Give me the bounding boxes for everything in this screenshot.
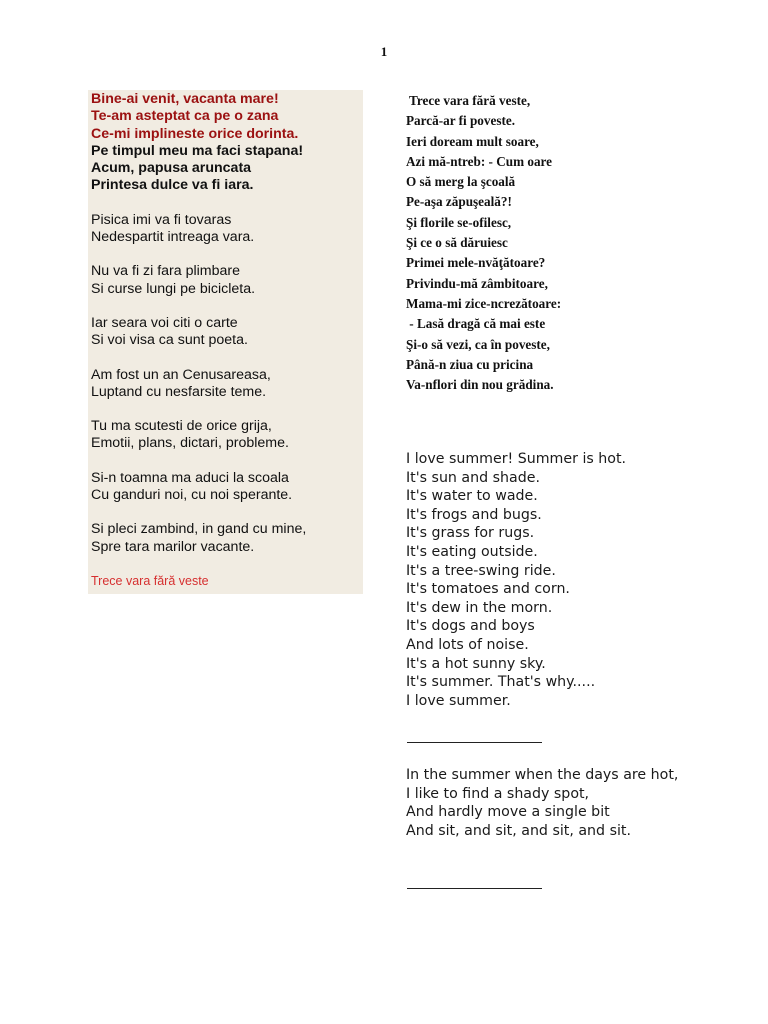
stanza [91,315,363,350]
romanian-poem [406,91,736,395]
intro-line: Acum, papusa aruncata [91,160,252,177]
stanza-line: Pisica imi va fi tovaras [91,211,232,228]
poem-line: And lots of noise. [406,636,529,653]
poem-line: It's dew in the morn. [406,599,553,616]
page-number: 1 [380,44,388,59]
poem-line: And sit, and sit, and sit, and sit. [406,822,631,839]
intro-stanza [91,91,363,195]
poem-line: And hardly move a single bit [406,804,610,821]
poem-line: Mama-mi zice-ncrezătoare: [406,295,562,311]
poem-line: Ieri doream mult soare, [406,133,539,149]
intro-line: Ce-mi implineste orice dorinta. [91,125,299,142]
poem-line: Şi ce o să dăruiesc [406,235,508,251]
poem-line: It's a hot sunny sky. [406,655,546,672]
stanza-line: Si pleci zambind, in gand cu mine, [91,521,307,538]
left-poem-panel [88,90,363,594]
poem-line: Va-nflori din nou grădina. [406,377,554,393]
stanza [91,418,363,453]
stanza-line: Nu va fi zi fara plimbare [91,263,241,280]
poem-line: It's water to wade. [406,488,538,505]
english-poem-summer [406,450,706,710]
stanza-line: Am fost un an Cenusareasa, [91,366,271,383]
separator-line [407,888,542,889]
poem-line: It's grass for rugs. [406,525,535,542]
poem-line: - Lasă dragă că mai este [406,316,546,332]
stanza-line: Spre tara marilor vacante. [91,538,255,555]
stanza [91,470,363,505]
stanza [91,263,363,298]
poem-line: It's dogs and boys [406,618,535,635]
poem-line: I love summer. [406,692,511,709]
separator-line [407,742,542,743]
intro-line: Bine-ai venit, vacanta mare! [91,91,279,107]
stanza-line: Tu ma scutesti de orice grija, [91,418,272,435]
poem-line: It's sun and shade. [406,469,540,486]
intro-line: Te-am asteptat ca pe o zana [91,108,279,125]
poem-line: Primei mele-nvăţătoare? [406,255,546,271]
poem-line: O să merg la şcoală [406,174,516,190]
stanza-line: Emotii, plans, dictari, probleme. [91,435,289,452]
stanza-line: Si-n toamna ma aduci la scoala [91,469,289,486]
english-poem-shady-spot [406,766,686,840]
poem-line: It's a tree-swing ride. [406,562,556,579]
panel-footer-title: Trece vara fără veste [91,573,209,588]
stanza-line: Cu ganduri noi, cu noi sperante. [91,487,293,504]
poem-line: It's summer. That's why..... [406,674,596,691]
poem-line: In the summer when the days are hot, [406,767,679,783]
poem-line: Privindu-mă zâmbitoare, [406,275,548,291]
stanza-line: Si curse lungi pe bicicleta. [91,280,256,297]
stanza [91,212,363,247]
stanza [91,367,363,402]
poem-line: Pe-aşa zăpuşeală?! [406,194,512,210]
poem-line: Trece vara fără veste, [406,93,531,108]
poem-line: I love summer! Summer is hot. [406,451,627,467]
poem-line: It's frogs and bugs. [406,506,542,523]
poem-line: Parcă-ar fi poveste. [406,113,516,129]
poem-line: Până-n ziua cu pricina [406,356,534,372]
stanza [91,521,363,556]
poem-line: Şi florile se-ofilesc, [406,214,512,230]
stanza-line: Luptand cu nesfarsite teme. [91,383,267,400]
stanza-line: Iar seara voi citi o carte [91,314,238,331]
poem-line: Şi-o să vezi, ca în poveste, [406,336,550,352]
intro-line: Pe timpul meu ma faci stapana! [91,142,304,159]
stanza-line: Nedespartit intreaga vara. [91,229,255,246]
stanza-line: Si voi visa ca sunt poeta. [91,332,248,349]
poem-line: I like to find a shady spot, [406,785,590,802]
poem-line: It's eating outside. [406,543,538,560]
intro-line: Printesa dulce va fi iara. [91,177,254,194]
poem-line: Azi mă-ntreb: - Cum oare [406,153,553,169]
poem-line: It's tomatoes and corn. [406,581,570,598]
